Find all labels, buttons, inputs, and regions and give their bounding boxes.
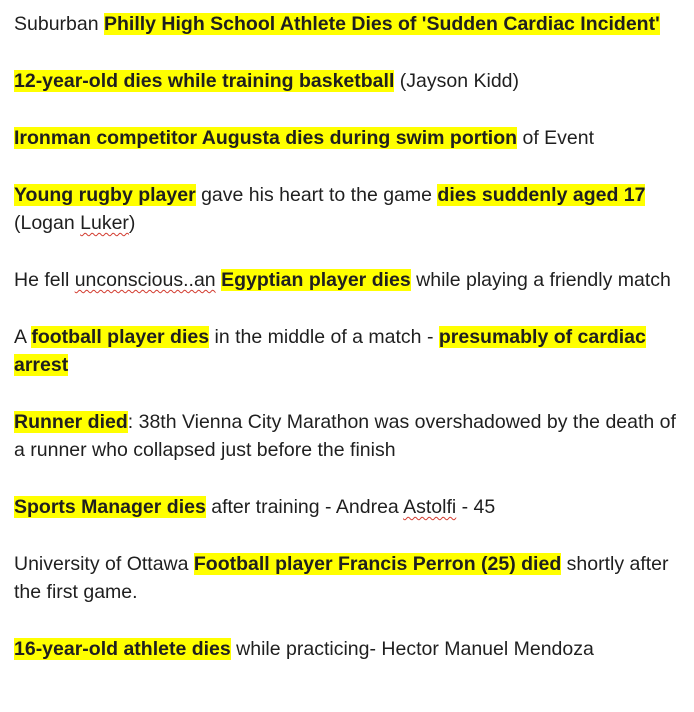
- list-item: [14, 550, 690, 606]
- list-item: [14, 266, 690, 294]
- highlighted-text: Sports Manager dies: [14, 496, 206, 518]
- text-run: University of Ottawa: [14, 553, 194, 575]
- list-item: [14, 67, 690, 95]
- highlighted-text: Young rugby player: [14, 184, 196, 206]
- text-run: gave his heart to the game: [195, 184, 438, 206]
- list-item: [14, 408, 690, 464]
- highlighted-text: Ironman competitor Augusta dies during swim portion: [14, 127, 518, 149]
- spelling-flagged-word[interactable]: Astolfi: [403, 496, 457, 518]
- highlighted-text: dies suddenly aged 17: [437, 184, 646, 206]
- highlighted-text: Philly High School Athlete Dies of 'Sudden Cardiac Incident': [104, 13, 660, 35]
- highlighted-text: Egyptian player dies: [221, 269, 411, 291]
- text-run: - 45: [456, 496, 496, 518]
- highlighted-text: Runner died: [14, 411, 128, 433]
- spelling-flagged-word[interactable]: unconscious..an: [74, 269, 216, 291]
- text-run: (Logan: [14, 212, 81, 234]
- highlighted-text: football player dies: [31, 326, 210, 348]
- list-item: [14, 124, 690, 152]
- text-run: shortly after the first game.: [14, 553, 669, 603]
- text-run: while practicing- Hector Manuel Mendoza: [230, 638, 594, 660]
- list-item: [14, 181, 690, 237]
- text-run: A: [14, 326, 32, 348]
- text-run: He fell: [14, 269, 75, 291]
- list-item: [14, 493, 690, 521]
- text-run: : 38th Vienna City Marathon was overshadowed by the death of a runner who collapsed just before the finish: [14, 411, 676, 461]
- text-run: in the middle of a match -: [209, 326, 439, 348]
- highlighted-text: 16-year-old athlete dies: [14, 638, 231, 660]
- text-run: Suburban: [14, 13, 104, 35]
- text-run: of Event: [517, 127, 595, 149]
- text-run: ): [128, 212, 136, 234]
- text-run: while playing a friendly match: [410, 269, 671, 291]
- document-body: [14, 10, 690, 692]
- list-item: [14, 323, 690, 379]
- highlighted-text: presumably of cardiac arrest: [14, 326, 646, 376]
- text-run: (Jayson Kidd): [394, 70, 520, 92]
- highlighted-text: 12-year-old dies while training basketball: [14, 70, 395, 92]
- list-item: [14, 635, 690, 663]
- spelling-flagged-word[interactable]: Luker: [80, 212, 129, 234]
- list-item: [14, 10, 690, 38]
- text-run: after training - Andrea: [205, 496, 404, 518]
- highlighted-text: Football player Francis Perron (25) died: [193, 553, 562, 575]
